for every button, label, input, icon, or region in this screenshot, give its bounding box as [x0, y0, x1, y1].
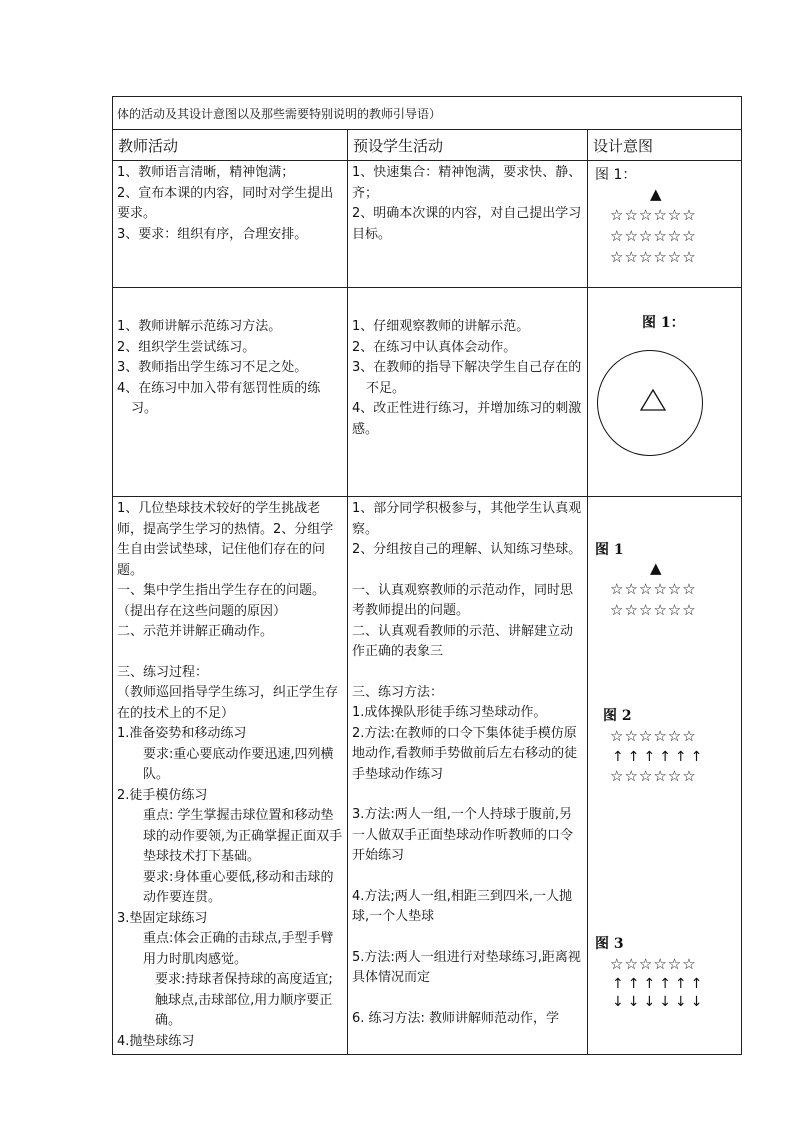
star-row: ☆☆☆☆☆☆	[610, 601, 697, 619]
table-caption: 体的活动及其设计意图以及那些需要特别说明的教师引导语）	[113, 97, 742, 130]
figure-label: 图 3	[595, 936, 624, 952]
row1-student-cell	[348, 161, 588, 288]
row1-student-line: 2、明确本次课的内容，对自己提出学习目标。	[352, 206, 582, 242]
row3-teacher-line: 1、几位垫球技术较好的学生挑战老师，提高学生学习的热情。2、分组学生自由尝试垫球，记住他们存在的问题。	[117, 501, 334, 578]
spacer	[352, 989, 583, 1009]
row2-teacher-line: 1、教师讲解示范练习方法。	[117, 319, 282, 334]
spacer	[117, 643, 343, 663]
row3-teacher-line: （教师巡回指导学生练习，纠正学生存在的技术上的不足）	[117, 685, 339, 721]
row3-teacher-line: 一、集中学生指出学生存在的问题。（提出存在这些问题的原因）	[117, 583, 326, 619]
row3-student-line: 1、部分同学积极参与，其他学生认真观察。	[352, 501, 582, 537]
arrow-up-row-icon: ↑↑↑↑↑↑	[612, 749, 707, 765]
row2-teacher-cell	[113, 288, 348, 497]
row3-teacher-line: 要求:持球者保持球的高度适宜;触球点,击球部位,用力顺序要正确。	[155, 972, 333, 1028]
teacher-triangle-outline-icon	[640, 389, 666, 411]
figure-label: 图 1	[595, 542, 624, 558]
row3-student-line: 三、练习方法：	[352, 684, 444, 700]
row3-student-line: 1.成体操队形徒手练习垫球动作。	[352, 705, 547, 720]
row2-student-line: 2、在练习中认真体会动作。	[352, 339, 517, 355]
row3-student-line: 2.方法:在教师的口令下集体徒手模仿原地动作,看教师手势做前后左右移动的徒手垫球动作练习	[352, 725, 578, 782]
row3-student-line: 一、认真观察教师的示范动作，同时思考教师提出的问题。	[352, 582, 574, 618]
row3-student-line: 二、认真观看教师的示范、讲解建立动作正确的表象三	[352, 623, 574, 659]
caption-row	[113, 97, 742, 130]
header-teacher-activity: 教师活动	[113, 130, 348, 161]
row3-teacher-cell	[113, 497, 348, 1055]
table-row	[113, 161, 742, 288]
star-row: ☆☆☆☆☆☆	[610, 767, 697, 785]
row1-teacher-cell	[113, 161, 348, 288]
row2-student-line: 4、改正性进行练习，并增加练习的刺激感。	[352, 401, 582, 437]
table-row	[113, 288, 742, 497]
star-row: ☆☆☆☆☆☆	[610, 248, 697, 266]
row1-teacher-line: 1、教师语言清晰，精神饱满；	[117, 165, 295, 180]
row2-teacher-line: 4、在练习中加入带有惩罚性质的练习。	[117, 380, 321, 416]
spacer	[352, 785, 583, 805]
row1-teacher-line: 3、要求：组织有序，合理安排。	[117, 226, 308, 242]
star-row: ☆☆☆☆☆☆	[610, 955, 697, 973]
arrow-down-row-icon: ↓↓↓↓↓↓	[612, 994, 707, 1010]
arrow-up-row-icon: ↑↑↑↑↑↑	[612, 976, 707, 992]
star-row: ☆☆☆☆☆☆	[610, 206, 697, 224]
figure-label: 图 2	[603, 708, 632, 724]
row3-teacher-line: 3.垫固定球练习	[117, 910, 208, 926]
row2-student-line: 1、仔细观察教师的讲解示范。	[352, 319, 530, 334]
spacer	[352, 867, 583, 887]
row3-student-cell	[348, 497, 588, 1055]
header-row	[113, 130, 742, 161]
lesson-plan-table	[112, 96, 742, 1055]
row2-student-line: 3、在教师的指导下解决学生自己存在的不足。	[352, 360, 582, 396]
court-circle-icon	[597, 350, 703, 456]
row3-design-cell	[588, 497, 742, 1055]
teacher-triangle-icon: ▲	[650, 185, 662, 203]
row3-teacher-line: 2.徒手模仿练习	[117, 787, 208, 803]
spacer	[352, 928, 583, 948]
student-formation	[610, 579, 697, 621]
row3-teacher-line: 重点: 学生掌握击球位置和移动垫球的动作要领,为正确掌握正面双手垫球技术打下基础。	[143, 808, 343, 864]
row2-teacher-line: 3、教师指出学生练习不足之处。	[117, 360, 308, 375]
header-design-intent: 设计意图	[588, 130, 742, 161]
row3-teacher-line: 1.准备姿势和移动练习	[117, 726, 247, 741]
row3-student-line: 2、分组按自己的理解、认知练习垫球。	[352, 542, 582, 557]
row3-teacher-line: 要求:身体重心要低,移动和击球的动作要连贯。	[143, 869, 334, 905]
student-formation	[610, 205, 697, 268]
row3-student-line: 5.方法:两人一组进行对垫球练习,距离视具体情况而定	[352, 949, 581, 985]
row3-student-line: 6. 练习方法: 教师讲解师范动作，学	[352, 1010, 560, 1026]
row3-teacher-line: 三、练习过程：	[117, 664, 209, 680]
row3-teacher-line: 4.抛垫球练习	[117, 1033, 195, 1049]
row3-student-line: 4.方法;两人一组,相距三到四米,一人抛球,一个人垫球	[352, 888, 573, 924]
figure-label: 图 1：	[595, 167, 637, 183]
row3-teacher-line: 重点:体会正确的击球点,手型手臂用力时肌肉感觉。	[143, 931, 334, 967]
row1-teacher-line: 2、宣布本课的内容，同时对学生提出要求。	[117, 185, 334, 221]
spacer	[352, 663, 583, 683]
star-row: ☆☆☆☆☆☆	[610, 580, 697, 598]
row2-student-cell	[348, 288, 588, 497]
row3-student-line: 3.方法:两人一组,一个人持球于腹前,另一人做双手正面垫球动作听教师的口令开始练习	[352, 807, 574, 863]
row1-student-line: 1、快速集合：精神饱满，要求快、静、齐；	[352, 165, 582, 201]
row1-design-cell	[588, 161, 742, 288]
star-row: ☆☆☆☆☆☆	[610, 727, 697, 745]
star-row: ☆☆☆☆☆☆	[610, 227, 697, 245]
table-row	[113, 497, 742, 1055]
header-student-activity: 预设学生活动	[348, 130, 588, 161]
row3-teacher-line: 二、示范并讲解正确动作。	[117, 624, 274, 639]
row2-teacher-line: 2、组织学生尝试练习。	[117, 339, 256, 355]
row3-teacher-line: 要求:重心要底动作要迅速,四列横队。	[143, 746, 334, 782]
figure-label: 图 1：	[642, 315, 685, 331]
row2-design-cell	[588, 288, 742, 497]
teacher-triangle-icon: ▲	[650, 559, 662, 577]
